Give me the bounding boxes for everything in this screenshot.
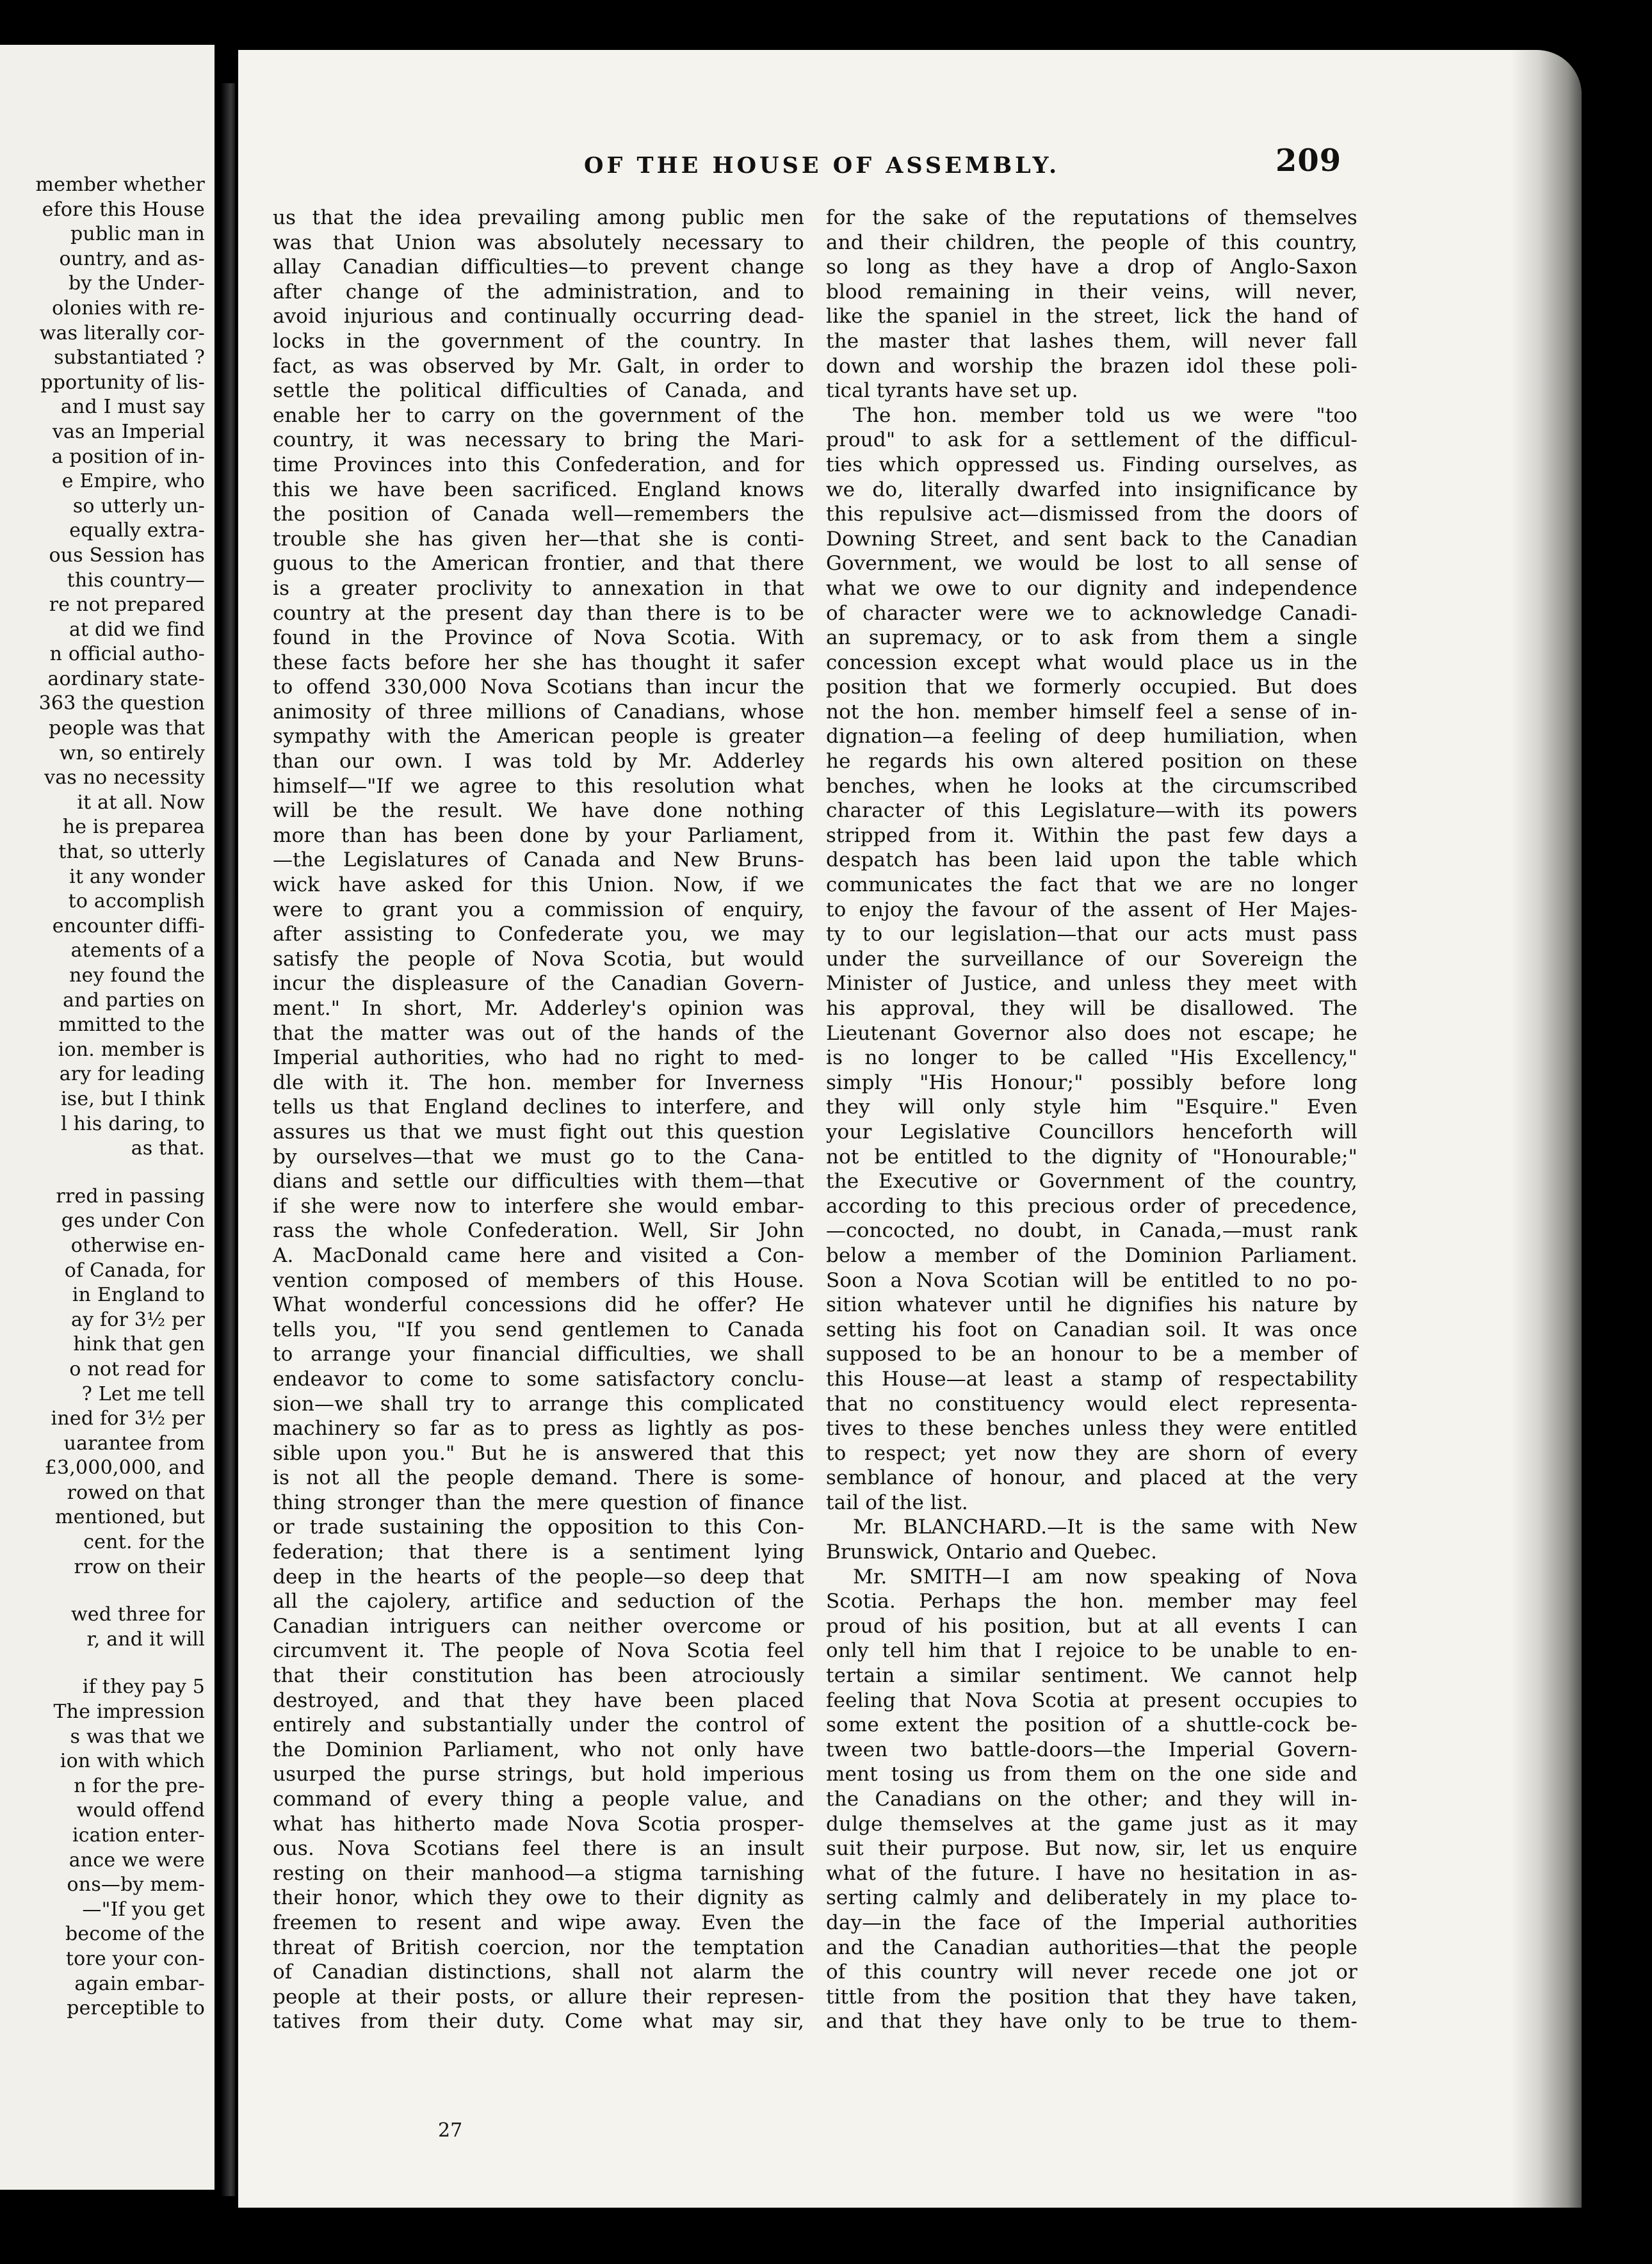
text-line: federation; that there is a sentiment lying — [273, 1540, 804, 1564]
text-line: —the Legislatures of Canada and New Bruns- — [273, 848, 804, 872]
text-line: under the surveillance of our Sovereign the — [826, 947, 1357, 971]
text-line: not be entitled to the dignity of "Honourable;" — [826, 1145, 1357, 1168]
facing-page-line: equally extra- — [69, 519, 205, 542]
text-line: tells us that England declines to interfere, and — [273, 1096, 804, 1119]
text-line: the position of Canada well—remembers the — [273, 503, 804, 526]
facing-page-line: substantiated ? — [54, 346, 205, 369]
facing-page-line: it any wonder — [69, 865, 205, 888]
text-line: supposed to be an honour to be a member of — [826, 1343, 1357, 1366]
facing-page-line: n official autho- — [49, 643, 205, 666]
text-line: after change of the administration, and to — [273, 280, 804, 303]
text-line: Brunswick, Ontario and Quebec. — [826, 1540, 1158, 1564]
facing-page-line: ance we were — [69, 1848, 205, 1872]
text-line: sition whatever until he dignifies his nature by — [826, 1293, 1357, 1317]
facing-page-line: that, so utterly — [58, 841, 205, 864]
text-line: machinery so far as to press as lightly as pos- — [273, 1417, 804, 1441]
text-line: assures us that we must fight out this question — [273, 1120, 804, 1144]
facing-page-line: again embar- — [74, 1972, 205, 1995]
text-line: serting calmly and deliberately in my place to- — [826, 1886, 1357, 1910]
text-line: sion—we shall try to arrange this complicated — [273, 1392, 804, 1416]
text-line: stripped from it. Within the past few days a — [826, 823, 1357, 847]
text-line: A. MacDonald came here and visited a Con- — [273, 1243, 804, 1267]
text-column-right — [826, 206, 1357, 2034]
text-line: Mr. SMITH—I am now speaking of Nova — [853, 1565, 1357, 1589]
facing-page-line: vas an Imperial — [52, 420, 205, 443]
facing-page-line: uarantee from — [63, 1432, 205, 1455]
text-line: an supremacy, or to ask from them a single — [826, 626, 1357, 650]
text-line: The hon. member told us we were "too — [853, 403, 1357, 427]
page-edge-shading — [1511, 50, 1582, 2208]
facing-page-line: so utterly un- — [72, 494, 205, 517]
text-line: blood remaining in their veins, will never, — [826, 280, 1357, 303]
text-line: ty to our legislation—that our acts must pass — [826, 923, 1357, 946]
text-line: sible upon you." But he is answered that this — [273, 1441, 804, 1465]
text-line: they will only style him "Esquire." Even — [826, 1096, 1357, 1119]
text-line: setting his foot on Canadian soil. It was once — [826, 1318, 1357, 1341]
text-line: wick have asked for this Union. Now, if we — [273, 873, 804, 897]
facing-page-line: ion with which — [60, 1750, 205, 1773]
signature-mark: 27 — [438, 2119, 463, 2142]
text-line: we do, literally dwarfed into insignificance by — [826, 478, 1357, 501]
text-line: were to grant you a commission of enquiry, — [273, 898, 804, 921]
facing-page-line: ? Let me tell — [81, 1382, 205, 1405]
facing-page-line: public man in — [70, 223, 205, 246]
text-line: feeling that Nova Scotia at present occupies to — [826, 1688, 1357, 1712]
facing-page-line: a position of in- — [51, 445, 205, 468]
facing-page-line: ary for leading — [59, 1063, 205, 1086]
facing-page-line: wed three for — [70, 1603, 205, 1626]
facing-page-line: member whether — [35, 174, 205, 196]
facing-page-text-column — [0, 173, 205, 2021]
facing-page-line: l his daring, to — [61, 1112, 205, 1135]
facing-page-line: of Canada, for — [64, 1259, 205, 1282]
facing-page-line: if they pay 5 — [82, 1676, 205, 1699]
text-line: according to this precious order of precedence, — [826, 1194, 1357, 1218]
text-line: character of this Legislature—with its powers — [826, 799, 1357, 823]
text-line: —concocted, no doubt, in Canada,—must rank — [826, 1219, 1357, 1243]
text-column-left — [273, 206, 804, 2034]
text-line: dignation—a feeling of deep humiliation, when — [826, 725, 1357, 748]
facing-page-line: aordinary state- — [47, 667, 205, 690]
text-line: day—in the face of the Imperial authorities — [826, 1911, 1357, 1934]
facing-page-line: otherwise en- — [70, 1234, 205, 1257]
text-line: not the hon. member himself feel a sense of in- — [826, 700, 1357, 724]
text-line: more than has been done by your Parliament, — [273, 823, 804, 847]
text-line: tives to these benches unless they were entitled — [826, 1417, 1357, 1441]
text-line: the Canadians on the other; and they will in- — [826, 1788, 1357, 1811]
main-page — [238, 50, 1582, 2208]
text-line: the Executive or Government of the country, — [826, 1170, 1357, 1193]
text-line: endeavor to come to some satisfactory conclu- — [273, 1367, 804, 1391]
text-line: settle the political difficulties of Canada, and — [273, 379, 804, 403]
text-line: if she were now to interfere she would embar- — [273, 1194, 804, 1218]
facing-page-line: £3,000,000, and — [44, 1457, 205, 1480]
facing-page-line: mentioned, but — [55, 1506, 205, 1529]
text-line: and the Canadian authorities—that the people — [826, 1936, 1357, 1959]
text-line: is no longer to be called "His Excellency," — [826, 1046, 1357, 1070]
facing-page-line: ay for 3½ per — [70, 1308, 205, 1331]
text-line: or trade sustaining the opposition to this Con- — [273, 1516, 804, 1539]
facing-page-line: atements of a — [70, 939, 205, 962]
text-line: animosity of three millions of Canadians, whose — [273, 700, 804, 724]
facing-page-line: ous Session has — [49, 544, 205, 567]
text-line: the Dominion Parliament, who not only have — [273, 1738, 804, 1761]
text-line: dulge themselves at the game just as it may — [826, 1812, 1357, 1836]
text-line: Scotia. Perhaps the hon. member may feel — [826, 1590, 1357, 1613]
facing-page-line: ges under Con — [61, 1209, 205, 1233]
text-line: this we have been sacrificed. England knows — [273, 478, 804, 501]
facing-page-line: in England to — [72, 1284, 205, 1307]
facing-page-line: ion. member is — [58, 1038, 205, 1061]
text-line: locks in the government of the country. In — [273, 329, 804, 353]
facing-page-line: efore this House — [42, 198, 205, 221]
facing-page-line: ountry, and as- — [59, 247, 205, 270]
text-line: Soon a Nova Scotian will be entitled to no po- — [826, 1268, 1357, 1292]
text-line: Minister of Justice, and unless they meet with — [826, 972, 1357, 996]
text-line: some extent the position of a shuttle-cock be- — [826, 1713, 1357, 1737]
text-line: than our own. I was told by Mr. Adderley — [273, 750, 804, 773]
facing-page-line: was literally cor- — [39, 321, 205, 344]
text-line: simply "His Honour;" possibly before long — [826, 1071, 1357, 1094]
facing-page-line: by the Under- — [69, 272, 205, 295]
facing-page-line: would offend — [76, 1799, 205, 1822]
text-line: ment." In short, Mr. Adderley's opinion was — [273, 997, 804, 1020]
facing-page-line: to accomplish — [68, 890, 205, 913]
facing-page-line: ons—by mem- — [67, 1873, 205, 1896]
text-line: rass the whole Confederation. Well, Sir John — [273, 1219, 804, 1243]
facing-page-line: 363 the question — [38, 692, 205, 715]
text-line: Government, we would be lost to all sense of — [826, 552, 1357, 576]
facing-page-line: tore your con- — [65, 1947, 205, 1970]
text-line: destroyed, and that they have been placed — [273, 1688, 804, 1712]
text-line: ous. Nova Scotians feel there is an insult — [273, 1837, 804, 1861]
text-line: after assisting to Confederate you, we may — [273, 923, 804, 946]
text-line: country, it was necessary to bring the Mari- — [273, 428, 804, 452]
text-line: only tell him that I rejoice to be unable to en- — [826, 1639, 1357, 1663]
text-line: to respect; yet now they are shorn of every — [826, 1441, 1357, 1465]
facing-page-line: pportunity of lis- — [40, 371, 205, 394]
text-line: tical tyrants have set up. — [826, 379, 1078, 403]
text-line: this repulsive act—dismissed from the doors of — [826, 503, 1357, 526]
facing-page-line: r, and it will — [86, 1628, 205, 1651]
text-line: entirely and substantially under the control of — [273, 1713, 804, 1737]
text-line: fact, as was observed by Mr. Galt, in order to — [273, 354, 804, 378]
text-line: that their constitution has been atrociously — [273, 1664, 804, 1688]
text-line: freemen to resent and wipe away. Even the — [273, 1911, 804, 1934]
text-line: semblance of honour, and placed at the very — [826, 1466, 1357, 1490]
text-line: Canadian intriguers can neither overcome or — [273, 1614, 804, 1638]
running-head: OF THE HOUSE OF ASSEMBLY. — [584, 152, 1060, 179]
text-line: and that they have only to be true to them- — [826, 2010, 1357, 2034]
text-line: was that Union was absolutely necessary to — [273, 230, 804, 254]
facing-page-line: mmitted to the — [58, 1014, 205, 1037]
text-line: guous to the American frontier, and that there — [273, 552, 804, 576]
text-line: sympathy with the American people is greater — [273, 725, 804, 748]
text-line: communicates the fact that we are no longer — [826, 873, 1357, 897]
facing-page-line: s was that we — [70, 1725, 205, 1748]
text-line: thing stronger than the mere question of finance — [273, 1491, 804, 1514]
facing-page-line: n for the pre- — [74, 1774, 205, 1797]
text-line: these facts before her she has thought it safer — [273, 651, 804, 674]
text-line: dle with it. The hon. member for Inverness — [273, 1071, 804, 1094]
text-line: incur the displeasure of the Canadian Govern- — [273, 972, 804, 996]
text-line: and their children, the people of this country, — [826, 230, 1357, 254]
facing-page-line: ication enter- — [72, 1824, 205, 1847]
text-line: tween two battle-doors—the Imperial Govern- — [826, 1738, 1357, 1761]
facing-page-line: olonies with re- — [52, 296, 205, 319]
text-line: enable her to carry on the government of the — [273, 403, 804, 427]
facing-page-line: at did we find — [69, 618, 205, 641]
text-line: country at the present day than there is to be — [273, 601, 804, 625]
text-line: by ourselves—that we must go to the Cana- — [273, 1145, 804, 1168]
text-line: people at their posts, or allure their represen- — [273, 1985, 804, 2009]
text-line: to arrange your financial difficulties, we shall — [273, 1343, 804, 1366]
facing-page-line: e Empire, who — [61, 470, 205, 493]
facing-page-line: and parties on — [63, 989, 205, 1012]
text-line: tatives from their duty. Come what may sir, — [273, 2010, 804, 2034]
facing-page-line: rrow on their — [74, 1555, 205, 1578]
text-line: is a greater proclivity to annexation in that — [273, 576, 804, 600]
text-line: Mr. BLANCHARD.—It is the same with New — [853, 1516, 1357, 1539]
text-line: avoid injurious and continually occurring dead- — [273, 305, 804, 328]
facing-page-line: perceptible to — [67, 1997, 205, 2020]
facing-page-line: encounter diffi- — [52, 914, 205, 937]
facing-page-line: re not prepared — [49, 594, 205, 617]
text-line: trouble she has given her—that she is conti- — [273, 527, 804, 551]
page-fold-shadow — [221, 83, 235, 2196]
text-line: what of the future. I have no hesitation in as- — [826, 1861, 1357, 1885]
facing-page-line: ise, but I think — [61, 1087, 205, 1110]
text-line: below a member of the Dominion Parliament. — [826, 1243, 1357, 1267]
text-line: what we owe to our dignity and independence — [826, 576, 1357, 600]
text-line: satisfy the people of Nova Scotia, but would — [273, 947, 804, 971]
text-line: found in the Province of Nova Scotia. With — [273, 626, 804, 650]
text-line: their honor, which they owe to their dignity as — [273, 1886, 804, 1910]
text-line: ties which oppressed us. Finding ourselves, as — [826, 453, 1357, 476]
text-line: dians and settle our difficulties with them—that — [273, 1170, 804, 1193]
text-line: Imperial authorities, who had no right to med- — [273, 1046, 804, 1070]
text-line: himself—"If we agree to this resolution what — [273, 774, 804, 798]
text-line: that the matter was out of the hands of the — [273, 1021, 804, 1045]
text-line: for the sake of the reputations of themselves — [826, 206, 1357, 229]
text-line: so long as they have a drop of Anglo-Saxon — [826, 255, 1357, 279]
text-line: benches, when he looks at the circumscribed — [826, 774, 1357, 798]
text-line: usurped the purse strings, but hold imperious — [273, 1763, 804, 1786]
text-line: position that we formerly occupied. But does — [826, 675, 1357, 699]
facing-page-line: —"If you get — [82, 1898, 205, 1921]
text-line: tells you, "If you send gentlemen to Canada — [273, 1318, 804, 1341]
facing-page-line: rred in passing — [56, 1185, 205, 1208]
text-line: proud" to ask for a settlement of the difficul- — [826, 428, 1357, 452]
facing-page-line: hink that gen — [73, 1333, 205, 1356]
text-line: of Canadian distinctions, shall not alarm the — [273, 1961, 804, 1984]
text-line: your Legislative Councillors henceforth will — [826, 1120, 1357, 1144]
text-line: to enjoy the favour of the assent of Her Majes- — [826, 898, 1357, 921]
text-line: despatch has been laid upon the table which — [826, 848, 1357, 872]
facing-page-line: wn, so entirely — [59, 741, 205, 764]
page-number: 209 — [1275, 143, 1342, 179]
text-line: the master that lashes them, will never fall — [826, 329, 1357, 353]
text-line: what has hitherto made Nova Scotia prosper- — [273, 1812, 804, 1836]
facing-page-line: this country— — [67, 569, 205, 592]
text-line: of character were we to acknowledge Canadi- — [826, 601, 1357, 625]
text-line: of this country will never recede one jot or — [826, 1961, 1357, 1984]
text-line: is not all the people demand. There is some- — [273, 1466, 804, 1490]
text-line: us that the idea prevailing among public men — [273, 206, 804, 229]
facing-page-line: and I must say — [60, 396, 205, 419]
facing-page-line: The impression — [53, 1701, 205, 1724]
text-line: time Provinces into this Confederation, and for — [273, 453, 804, 476]
text-line: concession except what would place us in the — [826, 651, 1357, 674]
text-line: threat of British coercion, nor the temptation — [273, 1936, 804, 1959]
text-line: circumvent it. The people of Nova Scotia feel — [273, 1639, 804, 1663]
text-line: that no constituency would elect representa- — [826, 1392, 1357, 1416]
facing-page-line: vas no necessity — [44, 766, 205, 789]
text-line: tail of the list. — [826, 1491, 968, 1514]
facing-page-line: o not read for — [69, 1357, 205, 1380]
text-line: Lieutenant Governor also does not escape; he — [826, 1021, 1357, 1045]
facing-page-line: he is preparea — [62, 816, 205, 839]
text-line: this House—at least a stamp of respectability — [826, 1367, 1357, 1391]
text-line: allay Canadian difficulties—to prevent change — [273, 255, 804, 279]
text-line: he regards his own altered position on these — [826, 750, 1357, 773]
text-line: all the cajolery, artifice and seduction of the — [273, 1590, 804, 1613]
facing-page-line: people was that — [49, 717, 205, 740]
facing-page-line: cent. for the — [83, 1531, 205, 1554]
text-line: his approval, they will be disallowed. The — [826, 997, 1357, 1020]
text-line: to offend 330,000 Nova Scotians than incur the — [273, 675, 804, 699]
text-line: vention composed of members of this House. — [273, 1268, 804, 1292]
text-line: tertain a similar sentiment. We cannot help — [826, 1664, 1357, 1688]
facing-page-line: ney found the — [69, 964, 205, 987]
facing-page-line: ined for 3½ per — [51, 1407, 205, 1430]
text-line: proud of his position, but at all events I can — [826, 1614, 1357, 1638]
text-line: ment tosing us from them on the one side and — [826, 1763, 1357, 1786]
facing-page-line: become of the — [65, 1923, 205, 1946]
facing-page-fragment — [0, 45, 215, 2190]
text-line: Downing Street, and sent back to the Canadian — [826, 527, 1357, 551]
facing-page-line: it at all. Now — [77, 791, 205, 814]
text-line: suit their purpose. But now, sir, let us enquire — [826, 1837, 1357, 1861]
text-line: down and worship the brazen idol these poli- — [826, 354, 1357, 378]
text-line: What wonderful concessions did he offer? He — [273, 1293, 804, 1317]
facing-page-line: as that. — [131, 1137, 205, 1160]
text-line: like the spaniel in the street, lick the hand of — [826, 305, 1357, 328]
text-line: command of every thing a people value, and — [273, 1788, 804, 1811]
facing-page-line: rowed on that — [67, 1481, 205, 1504]
text-line: deep in the hearts of the people—so deep that — [273, 1565, 804, 1589]
text-line: tittle from the position that they have taken, — [826, 1985, 1357, 2009]
text-line: resting on their manhood—a stigma tarnishing — [273, 1861, 804, 1885]
text-line: will be the result. We have done nothing — [273, 799, 804, 823]
